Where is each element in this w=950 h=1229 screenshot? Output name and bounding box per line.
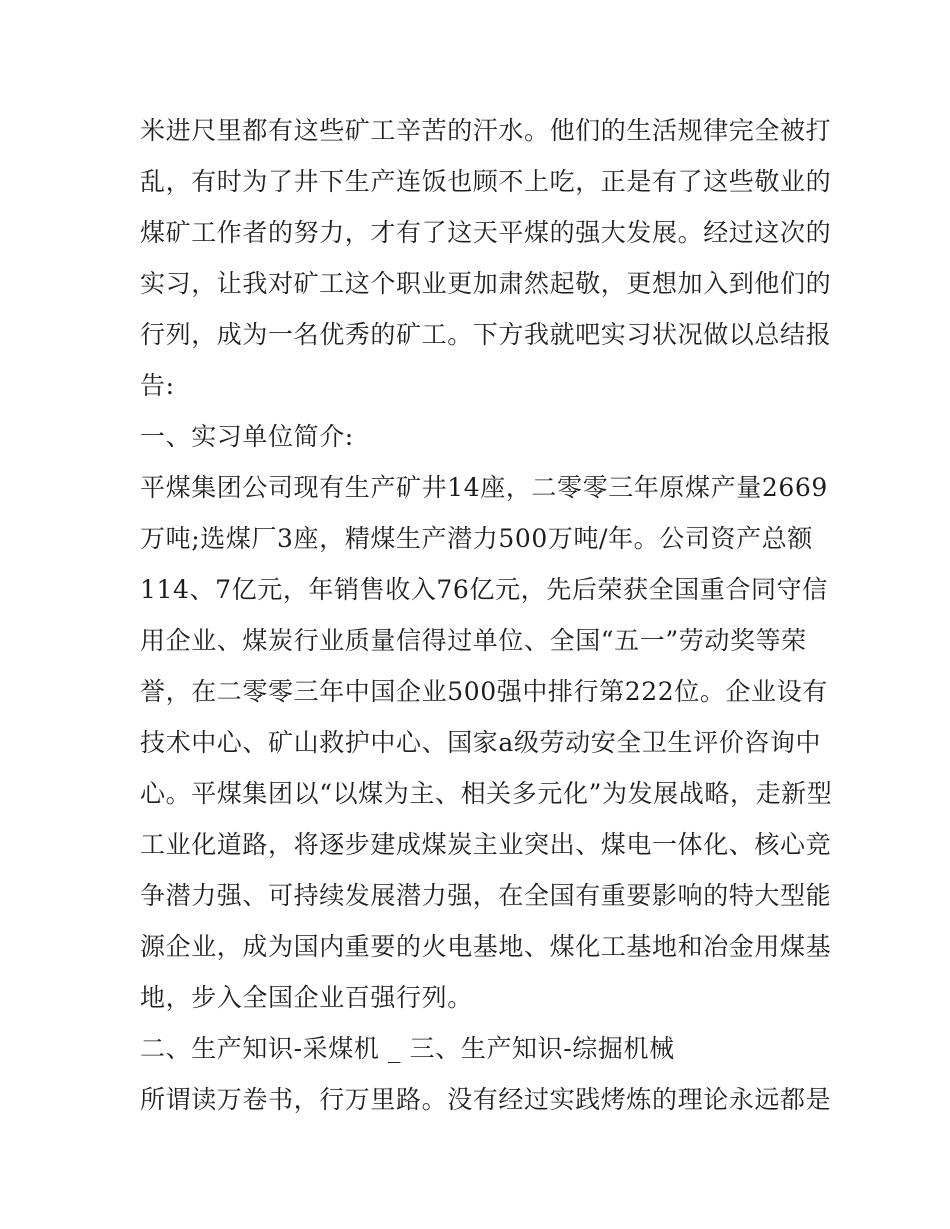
- text-line: 地，步入全国企业百强行列。: [140, 983, 473, 1012]
- text-line: 乱，有时为了井下生产连饭也顾不上吃，正是有了这些敬业的: [140, 167, 832, 196]
- text-line: 实习，让我对矿工这个职业更加肃然起敬，更想加入到他们的: [140, 269, 832, 298]
- document-body: [140, 105, 833, 1125]
- text-line: 114、7亿元，年销售收入76亿元，先后荣获全国重合同守信: [140, 575, 828, 604]
- text-line: 行列，成为一名优秀的矿工。下方我就吧实习状况做以总结报: [140, 320, 832, 349]
- text-line: 万吨;选煤厂3座，精煤生产潜力500万吨/年。公司资产总额: [140, 524, 813, 553]
- text-line: 誉，在二零零三年中国企业500强中排行第222位。企业设有: [140, 677, 828, 706]
- text-line: 源企业，成为国内重要的火电基地、煤化工基地和冶金用煤基: [140, 932, 832, 961]
- text-line: 米进尺里都有这些矿工辛苦的汗水。他们的生活规律完全被打: [140, 116, 832, 145]
- text-line: 平煤集团公司现有生产矿井14座，二零零三年原煤产量2669: [140, 473, 828, 502]
- text-line: 所谓读万卷书，行万里路。没有经过实践烤炼的理论永远都是: [140, 1085, 832, 1114]
- text-line: 心。平煤集团以“以煤为主、相关多元化”为发展战略，走新型: [140, 779, 833, 808]
- text-line: 争潜力强、可持续发展潜力强，在全国有重要影响的特大型能: [140, 881, 832, 910]
- text-line: 工业化道路，将逐步建成煤炭主业突出、煤电一体化、核心竞: [140, 830, 832, 859]
- text-line: 用企业、煤炭行业质量信得过单位、全国“五一”劳动奖等荣: [140, 626, 807, 655]
- text-line: 告:: [140, 371, 175, 400]
- text-line: 煤矿工作者的努力，才有了这天平煤的强大发展。经过这次的: [140, 218, 832, 247]
- section-heading: 一、实习单位简介:: [140, 422, 354, 451]
- text-line: 技术中心、矿山救护中心、国家a级劳动安全卫生评价咨询中: [140, 728, 822, 757]
- section-heading: 二、生产知识-采煤机 _ 三、生产知识-综掘机械: [140, 1034, 675, 1063]
